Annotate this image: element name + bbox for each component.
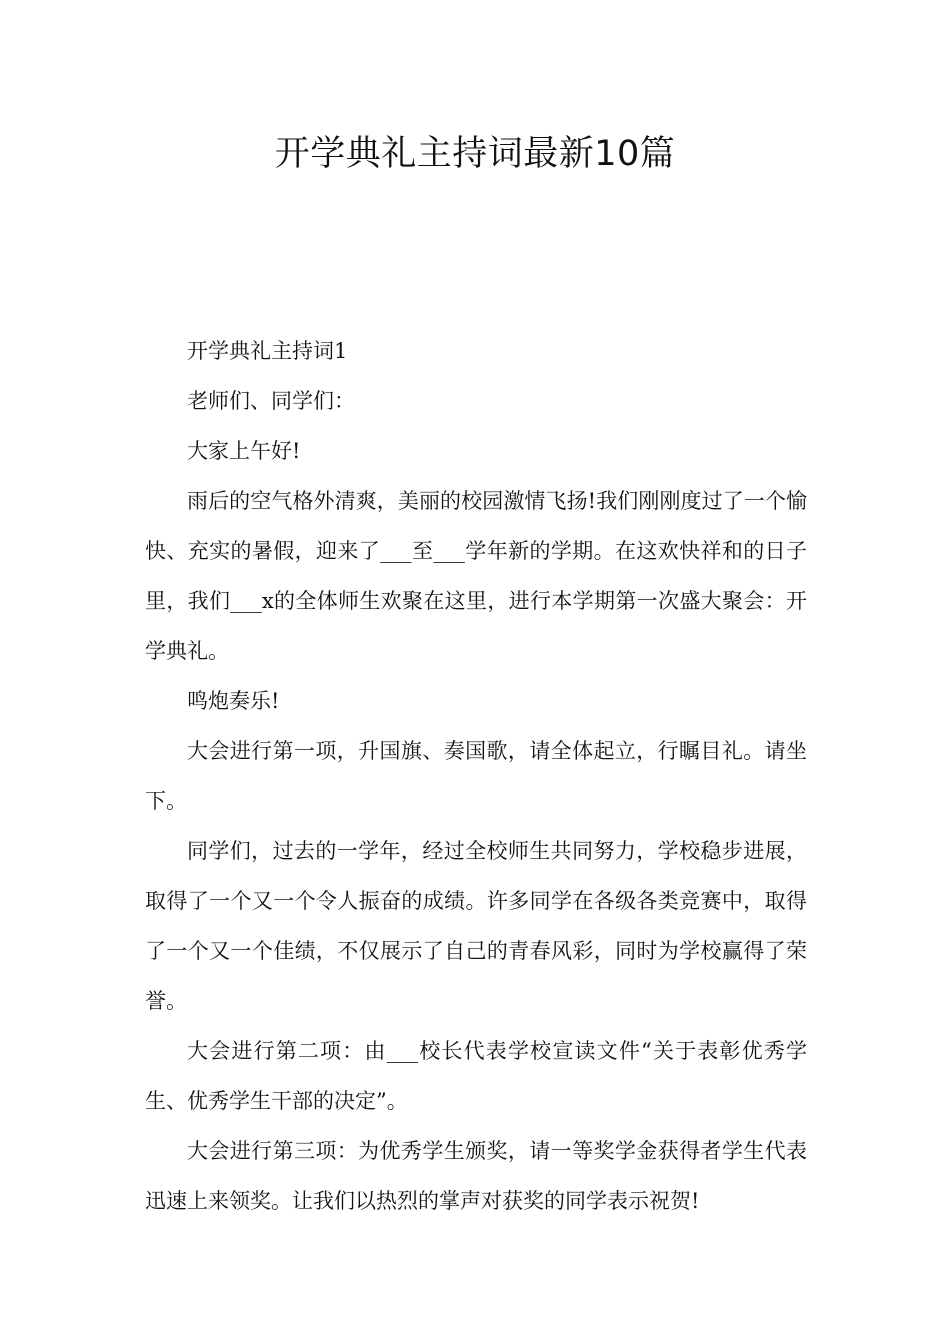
section-heading: 开学典礼主持词1 <box>187 339 348 363</box>
review-paragraph: 同学们，过去的一学年，经过全校师生共同努力，学校稳步进展，取得了一个又一个令人振奋的成绩。许多同学在各级各类竞赛中，取得了一个又一个佳绩，不仅展示了自己的青春风彩，同时为学校赢得了荣誉。 <box>145 839 807 1013</box>
fireworks-paragraph: 鸣炮奏乐! <box>187 689 280 713</box>
opening-paragraph: 雨后的空气格外清爽，美丽的校园激情飞扬!我们刚刚度过了一个愉快、充实的暑假，迎来了___至___学年新的学期。在这欢快祥和的日子里，我们___x的全体师生欢聚在这里，进行本学期第一次盛大聚会：开学典礼。 <box>145 489 807 663</box>
document-body <box>145 326 807 1226</box>
item-one-paragraph: 大会进行第一项，升国旗、奏国歌，请全体起立，行瞩目礼。请坐下。 <box>145 739 807 813</box>
salutation-paragraph: 老师们、同学们： <box>187 389 355 413</box>
item-two-paragraph: 大会进行第二项：由___校长代表学校宣读文件“关于表彰优秀学生、优秀学生干部的决定”。 <box>145 1039 807 1113</box>
greeting-paragraph: 大家上午好! <box>187 439 301 463</box>
item-three-paragraph: 大会进行第三项：为优秀学生颁奖，请一等奖学金获得者学生代表迅速上来领奖。让我们以热烈的掌声对获奖的同学表示祝贺! <box>145 1139 807 1213</box>
document-title: 开学典礼主持词最新10篇 <box>274 134 676 174</box>
